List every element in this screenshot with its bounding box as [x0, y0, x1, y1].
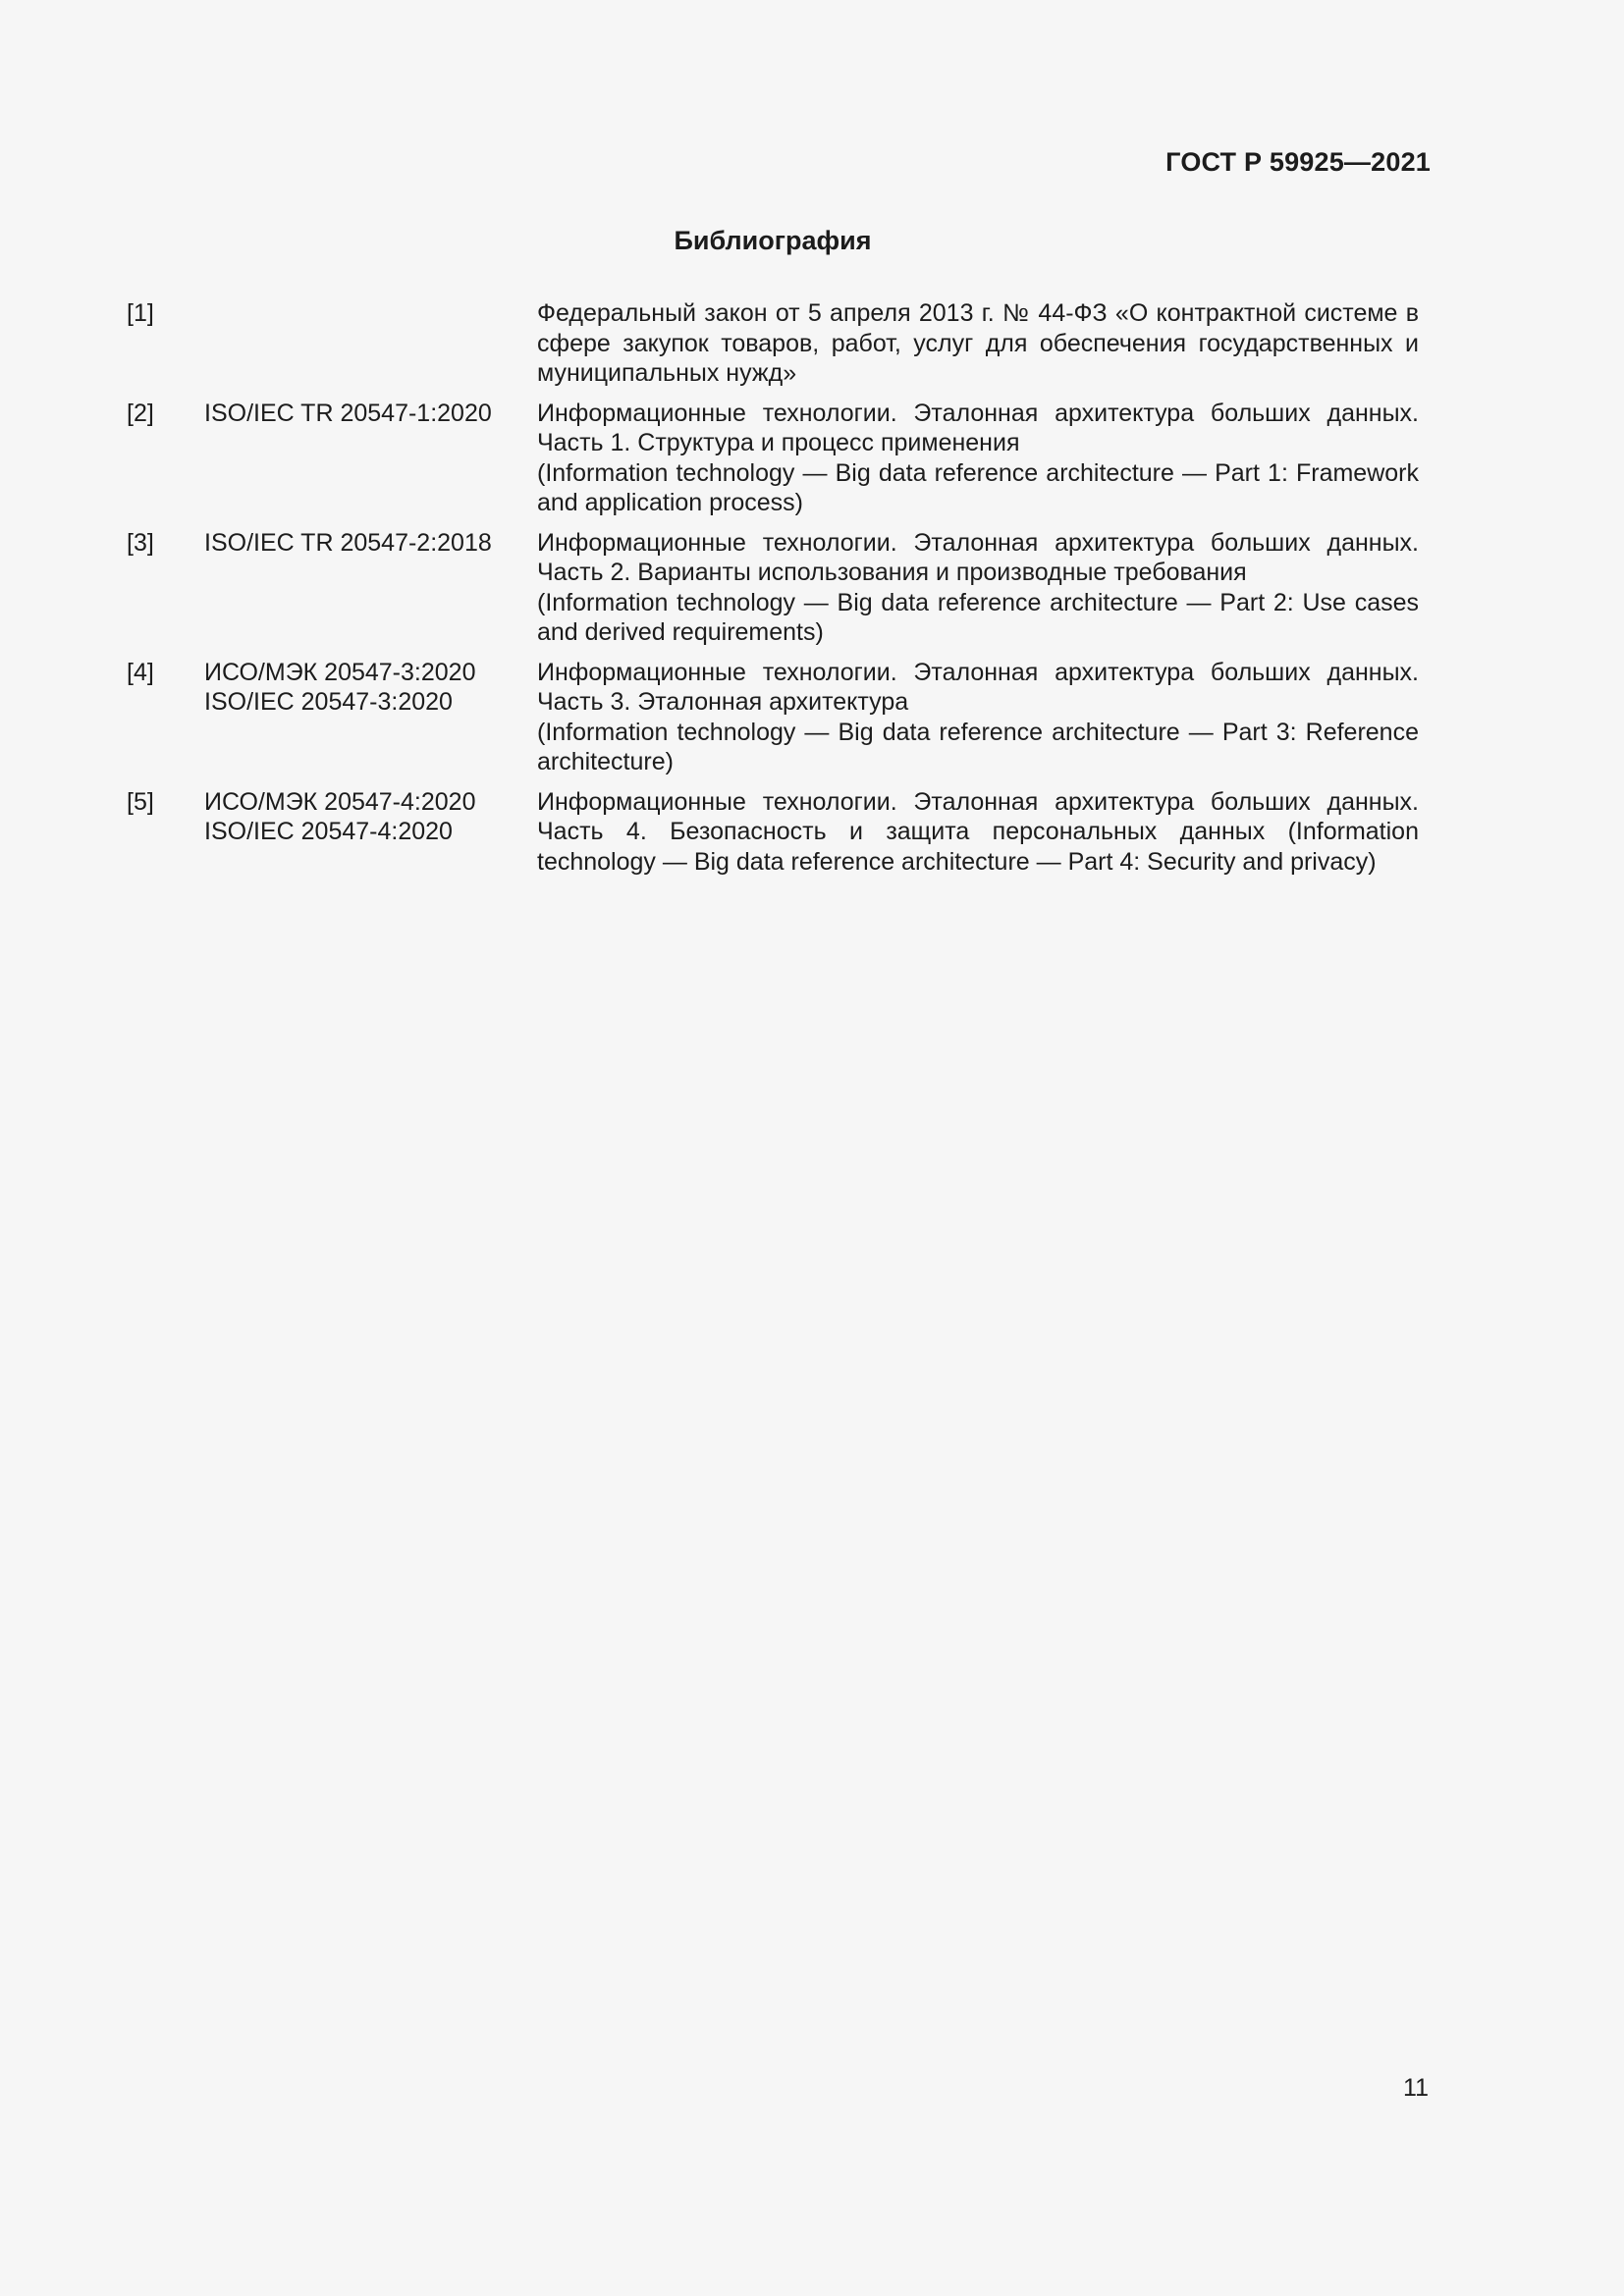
section-title: Библиография: [674, 226, 872, 255]
bibliography-entry: [127, 787, 1419, 878]
entry-identifier-line: ISO/IEC TR 20547-2:2018: [204, 528, 492, 557]
entry-number: [5]: [127, 787, 154, 816]
entry-description: [537, 658, 1419, 777]
entry-identifier-line: ИСО/МЭК 20547-4:2020: [204, 787, 476, 816]
entry-description: [537, 399, 1419, 518]
entry-number: [4]: [127, 658, 154, 686]
entry-number: [2]: [127, 399, 154, 427]
entry-description-text: Информационные технологии. Эталонная архитектура больших данных. Часть 3. Эталонная архитектура: [537, 658, 1419, 716]
entry-identifier: [204, 528, 537, 648]
document-code: ГОСТ Р 59925—2021: [1165, 147, 1431, 177]
bibliography-entry: [127, 298, 1419, 389]
bibliography-entry: [127, 658, 1419, 777]
entry-description-text: Информационные технологии. Эталонная архитектура больших данных. Часть 2. Варианты использования и производные требования: [537, 528, 1419, 586]
entry-identifier: [204, 787, 537, 878]
entry-identifier-line: ISO/IEC 20547-4:2020: [204, 818, 453, 845]
entry-description-text: (Information technology — Big data reference architecture — Part 3: Reference architecture): [537, 718, 1419, 775]
bibliography-entry: [127, 528, 1419, 648]
entry-description: [537, 787, 1419, 878]
bibliography-list: [127, 298, 1419, 886]
entry-identifier-line: ИСО/МЭК 20547-3:2020: [204, 658, 476, 686]
entry-number: [1]: [127, 299, 154, 327]
page-number: 11: [1403, 2074, 1429, 2102]
entry-description: [537, 528, 1419, 648]
entry-identifier: [204, 658, 537, 777]
bibliography-entry: [127, 399, 1419, 518]
entry-description-text: (Information technology — Big data reference architecture — Part 1: Framework and application process): [537, 458, 1419, 516]
entry-description: [537, 298, 1419, 389]
entry-description-text: Информационные технологии. Эталонная архитектура больших данных. Часть 1. Структура и процесс применения: [537, 399, 1419, 456]
entry-identifier: [204, 399, 537, 518]
entry-number: [3]: [127, 528, 154, 557]
entry-identifier: [204, 298, 537, 389]
entry-description-text: Федеральный закон от 5 апреля 2013 г. № 44-ФЗ «О контрактной системе в сфере закупок товаров, работ, услуг для обеспечения государственных и муниципальных нужд»: [537, 299, 1419, 387]
entry-identifier-line: ISO/IEC 20547-3:2020: [204, 688, 453, 716]
entry-description-text: Информационные технологии. Эталонная архитектура больших данных. Часть 4. Безопасность и защита персональных данных (Information technology — Big data reference architecture — Part 4: Security and privacy): [537, 787, 1419, 876]
entry-identifier-line: ISO/IEC TR 20547-1:2020: [204, 399, 492, 427]
entry-description-text: (Information technology — Big data reference architecture — Part 2: Use cases and derived requirements): [537, 588, 1419, 646]
